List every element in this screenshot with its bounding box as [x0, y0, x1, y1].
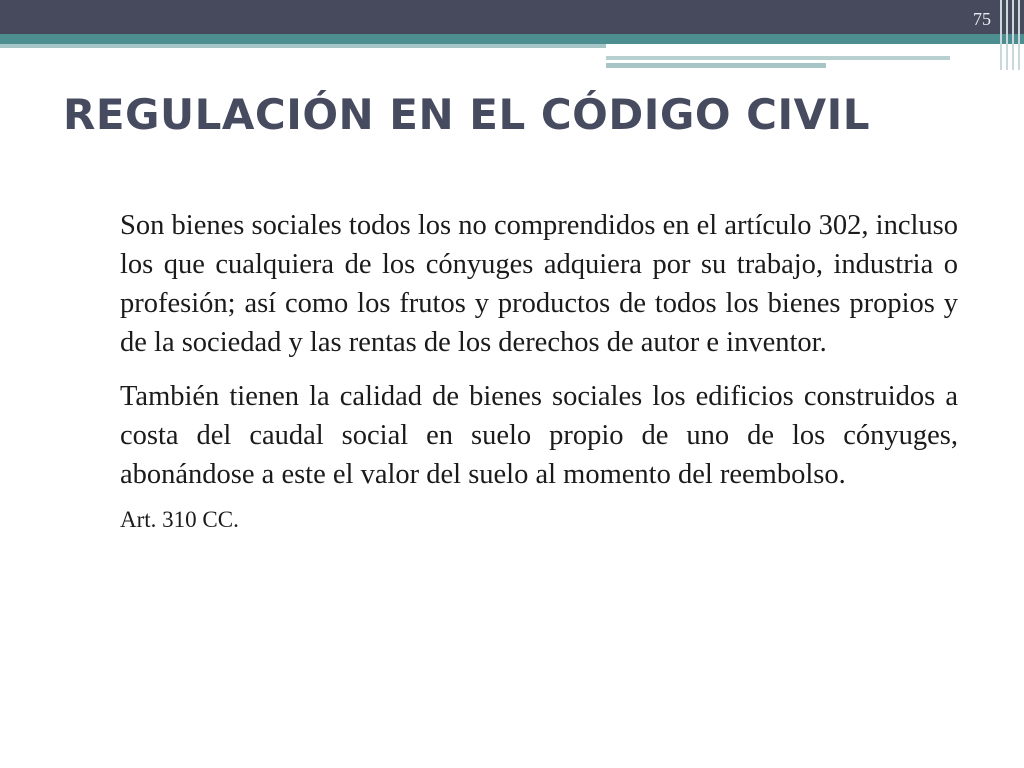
header-banner: [0, 0, 1024, 34]
citation: Art. 310 CC.: [120, 507, 239, 532]
paragraph-1: Son bienes sociales todos los no comprendidos en el artículo 302, incluso los que cualquiera de los cónyuges adquiera por su trabajo, industria o profesión; así como los frutos y productos de todos los bienes propios y de la sociedad y las rentas de los derechos de autor e inventor.: [120, 210, 958, 358]
slide-content: [120, 206, 958, 534]
slide-title: REGULACIÓN EN EL CÓDIGO CIVIL: [63, 90, 871, 139]
header-accent-stripe-light: [0, 44, 606, 48]
header-right-stripe-2: [606, 63, 826, 68]
slide-number: 75: [973, 9, 991, 29]
header-right-stripe-1: [606, 56, 950, 60]
header-vertical-lines: [996, 0, 1024, 70]
header-accent-stripe: [0, 34, 1024, 44]
paragraph-2: También tienen la calidad de bienes sociales los edificios construidos a costa del caudal social en suelo propio de uno de los cónyuges, abonándose a este el valor del suelo al momento del reembolso.: [120, 381, 958, 490]
